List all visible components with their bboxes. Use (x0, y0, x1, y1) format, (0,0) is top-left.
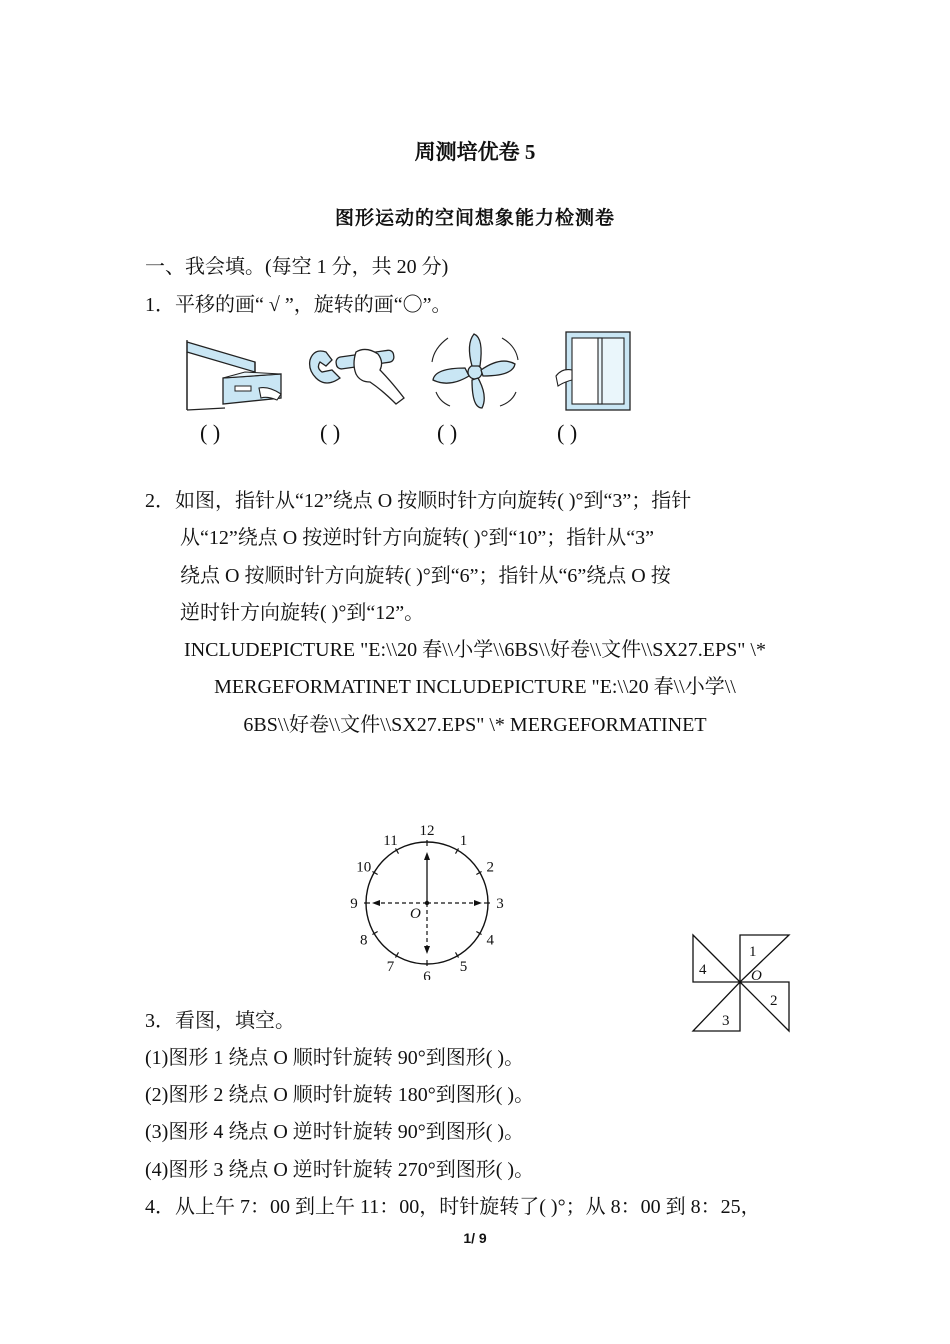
page-title: 周测培优卷 5 (414, 140, 536, 164)
triangle-2 (740, 982, 789, 1031)
clock-number: 6 (423, 969, 431, 980)
clock-number: 3 (496, 896, 504, 912)
left-arrow (372, 900, 380, 906)
triangle-3-label: 3 (722, 1013, 730, 1029)
section-heading: 一、我会填。(每空 1 分，共 20 分) (145, 256, 449, 278)
question-4-text: 4．从上午 7：00 到上午 11：00，时针旋转了( )°；从 8：00 到 8：25， (145, 1196, 761, 1218)
answer-blank-3[interactable]: ( ) (437, 420, 458, 445)
clock-number: 4 (486, 932, 494, 949)
question-3-item-1: (1)图形 1 绕点 O 顺时针旋转 90°到图形( )。 (145, 1047, 525, 1069)
field-code-line-3: 6BS\\好卷\\文件\\SX27.EPS" \* MERGEFORMATINET (243, 714, 707, 736)
hand-up-arrow (424, 852, 430, 860)
page-number: 1/ 9 (463, 1230, 487, 1246)
question-3-heading: 3．看图，填空。 (145, 1010, 295, 1032)
question-1-text: 1．平移的画“ √ ”，旋转的画“〇”。 (145, 294, 452, 316)
triangle-3 (693, 982, 740, 1031)
clock-number: 11 (383, 832, 398, 849)
clock-number: 12 (419, 823, 435, 839)
clock-number: 5 (459, 959, 468, 976)
clock-number: 2 (486, 859, 494, 876)
question-2-line-3: 绕点 O 按顺时针方向旋转( )°到“6”；指针从“6”绕点 O 按 (180, 565, 671, 587)
answer-blank-1[interactable]: ( ) (200, 420, 221, 445)
clock-number: 10 (356, 859, 372, 876)
clock-number: 1 (459, 832, 468, 849)
question-2-line-1: 2．如图，指针从“12”绕点 O 按顺时针方向旋转( )°到“3”；指针 (145, 490, 692, 512)
clock-number: 9 (350, 896, 358, 912)
answer-blank-4[interactable]: ( ) (557, 420, 578, 445)
down-arrow (424, 946, 430, 954)
clock-number: 7 (386, 959, 395, 976)
question-3-item-2: (2)图形 2 绕点 O 顺时针旋转 180°到图形( )。 (145, 1084, 535, 1106)
fan-icon (428, 330, 523, 412)
triangle-2-label: 2 (770, 993, 778, 1009)
page-subtitle: 图形运动的空间想象能力检测卷 (334, 208, 615, 229)
clock-number: 8 (360, 932, 368, 949)
triangle-1 (740, 935, 789, 982)
clock-diagram (347, 818, 507, 980)
field-code-line-1: INCLUDEPICTURE "E:\\20 春\\小学\\6BS\\好卷\\文件\\SX27.EPS" \* (184, 639, 766, 661)
question-2-line-4: 逆时针方向旋转( )°到“12”。 (180, 602, 425, 624)
answer-blank-2[interactable]: ( ) (320, 420, 341, 445)
center-point (425, 901, 429, 905)
drawer-icon (185, 330, 290, 412)
question-3-item-3: (3)图形 4 绕点 O 逆时针旋转 90°到图形( )。 (145, 1121, 525, 1143)
wrench-icon (302, 330, 407, 412)
pinwheel-figure (690, 932, 794, 1036)
center-label-o: O (751, 968, 762, 984)
question-2-line-2: 从“12”绕点 O 按逆时针方向旋转( )°到“10”；指针从“3” (180, 527, 655, 549)
triangle-4-label: 4 (699, 962, 707, 978)
right-arrow (474, 900, 482, 906)
question-3-item-4: (4)图形 3 绕点 O 逆时针旋转 270°到图形( )。 (145, 1159, 535, 1181)
center-label-o: O (410, 906, 421, 922)
sliding-window-icon (550, 330, 635, 414)
field-code-line-2: MERGEFORMATINET INCLUDEPICTURE "E:\\20 春\\小学\\ (214, 676, 736, 698)
triangle-1-label: 1 (749, 944, 757, 960)
